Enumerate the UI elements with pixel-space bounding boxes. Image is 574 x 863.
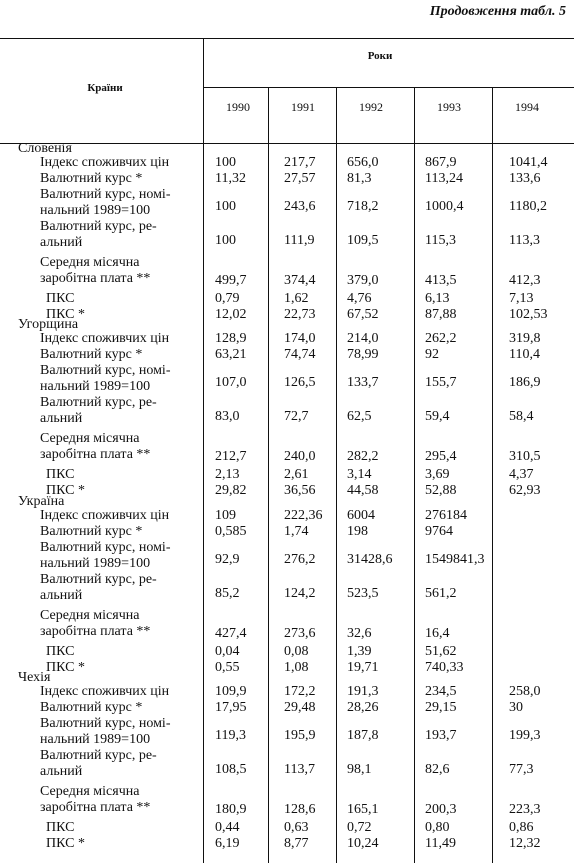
table-cell: 2,61 — [284, 467, 309, 482]
year-column-divider — [268, 87, 269, 143]
table-cell: 4,76 — [347, 291, 372, 306]
table-cell: 0,80 — [425, 820, 450, 835]
table-cell: 110,4 — [509, 347, 540, 362]
table-cell: 561,2 — [425, 586, 457, 601]
table-cell: 258,0 — [509, 684, 541, 699]
row-label: Індекс споживчих цін — [40, 331, 170, 346]
table-cell: 32,6 — [347, 626, 372, 641]
table-cell: 0,44 — [215, 820, 240, 835]
row-label: Середня місячна заробітна плата ** — [40, 255, 151, 286]
table-cell: 282,2 — [347, 449, 379, 464]
table-cell: 17,95 — [215, 700, 247, 715]
table-cell: 62,5 — [347, 409, 372, 424]
header-years-group: Роки — [367, 50, 393, 62]
table-cell: 31428,6 — [347, 552, 393, 567]
table-cell: 1,39 — [347, 644, 372, 659]
table-cell: 22,73 — [284, 307, 316, 322]
country-heading: Україна — [18, 494, 65, 509]
table-cell: 0,04 — [215, 644, 240, 659]
table-cell: 187,8 — [347, 728, 379, 743]
table-cell: 10,24 — [347, 836, 379, 851]
table-cell: 523,5 — [347, 586, 379, 601]
table-cell: 11,49 — [425, 836, 456, 851]
table-cell: 16,4 — [425, 626, 450, 641]
year-column-divider — [414, 87, 415, 143]
table-cell: 58,4 — [509, 409, 534, 424]
row-label: Валютний курс * — [40, 524, 143, 539]
table-cell: 36,56 — [284, 483, 316, 498]
country-heading: Угорщина — [18, 317, 79, 332]
table-cell: 374,4 — [284, 273, 316, 288]
table-cell: 128,9 — [215, 331, 247, 346]
table-cell: 1000,4 — [425, 199, 464, 214]
body-column-divider — [414, 143, 415, 863]
table-cell: 6,19 — [215, 836, 240, 851]
table-cell: 0,86 — [509, 820, 534, 835]
table-cell: 126,5 — [284, 375, 316, 390]
year-header-1990: 1990 — [226, 100, 250, 114]
table-cell: 11,32 — [215, 171, 246, 186]
table-cell: 217,7 — [284, 155, 316, 170]
table-cell: 273,6 — [284, 626, 316, 641]
table-cell: 51,62 — [425, 644, 457, 659]
table-cell: 98,1 — [347, 762, 372, 777]
table-cell: 295,4 — [425, 449, 457, 464]
table-cell: 27,57 — [284, 171, 316, 186]
table-cell: 172,2 — [284, 684, 316, 699]
table-cell: 276,2 — [284, 552, 316, 567]
table-cell: 133,7 — [347, 375, 379, 390]
table-cell: 83,0 — [215, 409, 240, 424]
table-cell: 3,14 — [347, 467, 372, 482]
table-cell: 262,2 — [425, 331, 457, 346]
table-cell: 29,15 — [425, 700, 457, 715]
table-cell: 62,93 — [509, 483, 541, 498]
table-cell: 1180,2 — [509, 199, 547, 214]
table-cell: 81,3 — [347, 171, 372, 186]
table-cell: 74,74 — [284, 347, 316, 362]
row-label: ПКС — [46, 820, 75, 835]
table-caption: Продовження табл. 5 — [429, 4, 566, 19]
table-cell: 413,5 — [425, 273, 457, 288]
table-cell: 111,9 — [284, 233, 315, 248]
table-cell: 412,3 — [509, 273, 541, 288]
year-header-1993: 1993 — [437, 100, 461, 114]
table-cell: 109 — [215, 508, 236, 523]
table-cell: 100 — [215, 233, 236, 248]
table-cell: 12,02 — [215, 307, 247, 322]
table-cell: 199,3 — [509, 728, 541, 743]
table-cell: 30 — [509, 700, 523, 715]
table-cell: 0,63 — [284, 820, 309, 835]
table-cell: 2,13 — [215, 467, 240, 482]
table-cell: 133,6 — [509, 171, 541, 186]
row-label: Валютний курс, номі- нальний 1989=100 — [40, 540, 171, 571]
table-cell: 87,88 — [425, 307, 457, 322]
header-divider — [203, 38, 204, 143]
row-label: Середня місячна заробітна плата ** — [40, 784, 151, 815]
row-label: ПКС * — [46, 660, 85, 675]
table-cell: 92,9 — [215, 552, 240, 567]
row-label: Індекс споживчих цін — [40, 508, 170, 523]
table-cell: 0,72 — [347, 820, 372, 835]
table-cell: 200,3 — [425, 802, 457, 817]
row-label: Індекс споживчих цін — [40, 155, 170, 170]
table-cell: 109,9 — [215, 684, 247, 699]
table-cell: 1,62 — [284, 291, 309, 306]
body-column-divider — [492, 143, 493, 863]
row-label: Середня місячна заробітна плата ** — [40, 431, 151, 462]
table-cell: 191,3 — [347, 684, 379, 699]
table-cell: 740,33 — [425, 660, 464, 675]
table-cell: 195,9 — [284, 728, 316, 743]
table-cell: 174,0 — [284, 331, 316, 346]
row-label: Валютний курс * — [40, 347, 143, 362]
row-label: Валютний курс, номі- нальний 1989=100 — [40, 187, 171, 218]
table-cell: 193,7 — [425, 728, 457, 743]
table-cell: 1041,4 — [509, 155, 548, 170]
table-cell: 6,13 — [425, 291, 450, 306]
table-cell: 119,3 — [215, 728, 246, 743]
table-cell: 3,69 — [425, 467, 450, 482]
table-cell: 4,37 — [509, 467, 534, 482]
table-cell: 29,48 — [284, 700, 316, 715]
table-cell: 52,88 — [425, 483, 457, 498]
table-cell: 656,0 — [347, 155, 379, 170]
table-cell: 180,9 — [215, 802, 247, 817]
table-cell: 499,7 — [215, 273, 247, 288]
row-label: ПКС * — [46, 307, 85, 322]
table-cell: 59,4 — [425, 409, 450, 424]
year-header-1992: 1992 — [359, 100, 383, 114]
table-cell: 100 — [215, 199, 236, 214]
table-cell: 1,08 — [284, 660, 309, 675]
table-cell: 0,55 — [215, 660, 240, 675]
table-cell: 85,2 — [215, 586, 240, 601]
table-cell: 223,3 — [509, 802, 541, 817]
table-cell: 107,0 — [215, 375, 247, 390]
row-label: ПКС — [46, 644, 75, 659]
table-cell: 102,53 — [509, 307, 548, 322]
header-bottom-rule — [0, 143, 574, 144]
table-cell: 9764 — [425, 524, 453, 539]
table-cell: 29,82 — [215, 483, 247, 498]
table-cell: 6004 — [347, 508, 375, 523]
table-cell: 92 — [425, 347, 439, 362]
table-cell: 427,4 — [215, 626, 247, 641]
table-cell: 155,7 — [425, 375, 457, 390]
year-header-1994: 1994 — [515, 100, 539, 114]
year-column-divider — [492, 87, 493, 143]
row-label: Валютний курс, ре- альний — [40, 395, 157, 426]
row-label: Валютний курс * — [40, 171, 143, 186]
row-label: Валютний курс, номі- нальний 1989=100 — [40, 716, 171, 747]
country-heading: Словенія — [18, 141, 72, 156]
year-header-1991: 1991 — [291, 100, 315, 114]
row-label: Валютний курс * — [40, 700, 143, 715]
table-cell: 128,6 — [284, 802, 316, 817]
table-cell: 319,8 — [509, 331, 541, 346]
table-cell: 67,52 — [347, 307, 379, 322]
row-label: Валютний курс, ре- альний — [40, 748, 157, 779]
table-cell: 109,5 — [347, 233, 379, 248]
table-cell: 78,99 — [347, 347, 379, 362]
table-cell: 113,7 — [284, 762, 315, 777]
table-cell: 124,2 — [284, 586, 316, 601]
table-cell: 1549841,3 — [425, 552, 485, 567]
table-cell: 0,08 — [284, 644, 309, 659]
row-label: ПКС — [46, 291, 75, 306]
row-label: ПКС — [46, 467, 75, 482]
table-cell: 115,3 — [425, 233, 456, 248]
table-cell: 113,3 — [509, 233, 540, 248]
row-label: Середня місячна заробітна плата ** — [40, 608, 151, 639]
table-cell: 72,7 — [284, 409, 309, 424]
table-cell: 186,9 — [509, 375, 541, 390]
table-cell: 8,77 — [284, 836, 309, 851]
table-cell: 234,5 — [425, 684, 457, 699]
table-top-rule — [0, 38, 574, 39]
row-label: Валютний курс, ре- альний — [40, 219, 157, 250]
table-cell: 82,6 — [425, 762, 450, 777]
table-cell: 108,5 — [215, 762, 247, 777]
country-heading: Чехія — [18, 670, 51, 685]
table-cell: 77,3 — [509, 762, 534, 777]
table-cell: 310,5 — [509, 449, 541, 464]
table-cell: 379,0 — [347, 273, 379, 288]
row-label: Валютний курс, номі- нальний 1989=100 — [40, 363, 171, 394]
table-cell: 44,58 — [347, 483, 379, 498]
table-cell: 7,13 — [509, 291, 534, 306]
year-column-divider — [336, 87, 337, 143]
table-cell: 718,2 — [347, 199, 379, 214]
table-cell: 63,21 — [215, 347, 247, 362]
table-cell: 240,0 — [284, 449, 316, 464]
row-label: ПКС * — [46, 836, 85, 851]
table-cell: 222,36 — [284, 508, 323, 523]
header-countries: Країни — [87, 82, 123, 94]
table-cell: 276184 — [425, 508, 467, 523]
row-label: Валютний курс, ре- альний — [40, 572, 157, 603]
table-cell: 212,7 — [215, 449, 247, 464]
table-cell: 19,71 — [347, 660, 379, 675]
table-cell: 100 — [215, 155, 236, 170]
table-cell: 0,79 — [215, 291, 240, 306]
row-label: ПКС * — [46, 483, 85, 498]
table-cell: 198 — [347, 524, 368, 539]
table-cell: 867,9 — [425, 155, 457, 170]
row-label: Індекс споживчих цін — [40, 684, 170, 699]
table-cell: 12,32 — [509, 836, 541, 851]
years-group-rule — [203, 87, 574, 88]
table-cell: 214,0 — [347, 331, 379, 346]
body-divider — [203, 143, 204, 863]
body-column-divider — [268, 143, 269, 863]
body-column-divider — [336, 143, 337, 863]
table-cell: 113,24 — [425, 171, 463, 186]
table-cell: 165,1 — [347, 802, 379, 817]
table-cell: 243,6 — [284, 199, 316, 214]
table-cell: 0,585 — [215, 524, 247, 539]
table-cell: 28,26 — [347, 700, 379, 715]
table-cell: 1,74 — [284, 524, 309, 539]
